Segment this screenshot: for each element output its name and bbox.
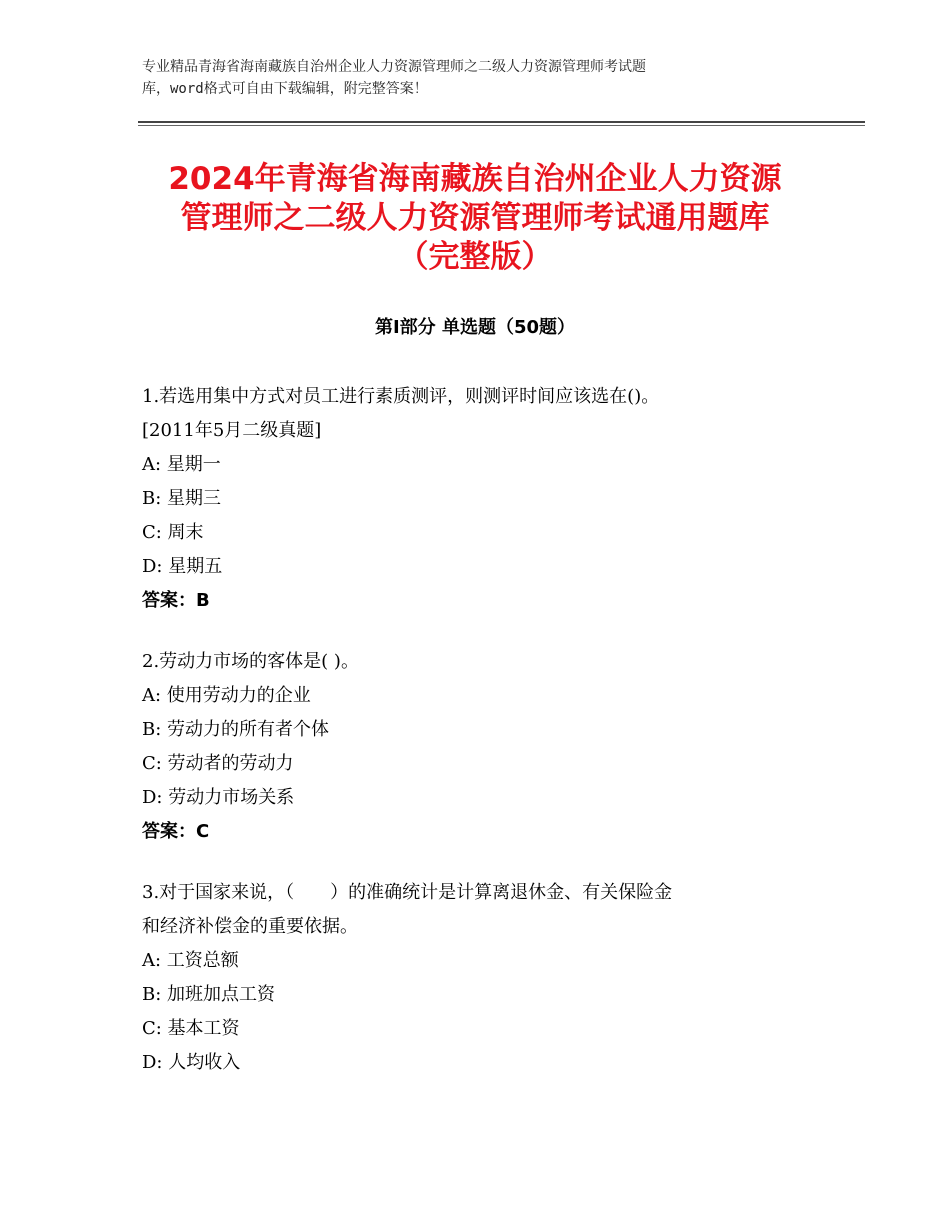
option-c: C: 周末 [142,522,204,543]
title-line-2: 管理师之二级人力资源管理师考试通用题库 [180,200,770,236]
document-title [120,160,830,277]
question-stem: 2.劳动力市场的客体是( )。 [142,651,359,672]
option-a: A: 使用劳动力的企业 [142,685,311,706]
option-d: D: 劳动力市场关系 [142,787,295,808]
option-d: D: 星期五 [142,556,223,577]
question-stem: 1.若选用集中方式对员工进行素质测评，则测评时间应该选在()。 [142,386,660,407]
header-note [142,56,822,100]
option-b: B: 星期三 [142,488,222,509]
question-stem: 和经济补偿金的重要依据。 [142,916,358,937]
question-2 [142,645,822,849]
option-b: B: 加班加点工资 [142,984,276,1005]
section-heading: 第Ⅰ部分 单选题（50题） [374,317,575,338]
question-stem: 3.对于国家来说，（ ）的准确统计是计算离退休金、有关保险金 [142,882,673,903]
header-divider-thick [138,121,865,123]
title-line-1: 2024年青海省海南藏族自治州企业人力资源 [168,161,782,197]
option-c: C: 劳动者的劳动力 [142,753,294,774]
answer: 答案：C [142,821,210,842]
header-note-line-1: 专业精品青海省海南藏族自治州企业人力资源管理师之二级人力资源管理师考试题 [142,59,646,75]
question-list [142,380,822,1107]
header-divider-thin [138,125,865,126]
header-note-line-2: 库，word格式可自由下载编辑，附完整答案！ [142,81,428,97]
question-1 [142,380,822,618]
option-a: A: 星期一 [142,454,221,475]
question-stem: [2011年5月二级真题] [142,420,322,441]
option-a: A: 工资总额 [142,950,239,971]
option-b: B: 劳动力的所有者个体 [142,719,330,740]
question-3 [142,876,822,1080]
option-d: D: 人均收入 [142,1052,241,1073]
option-c: C: 基本工资 [142,1018,240,1039]
title-line-3: （完整版） [397,239,553,275]
answer: 答案：B [142,590,210,611]
